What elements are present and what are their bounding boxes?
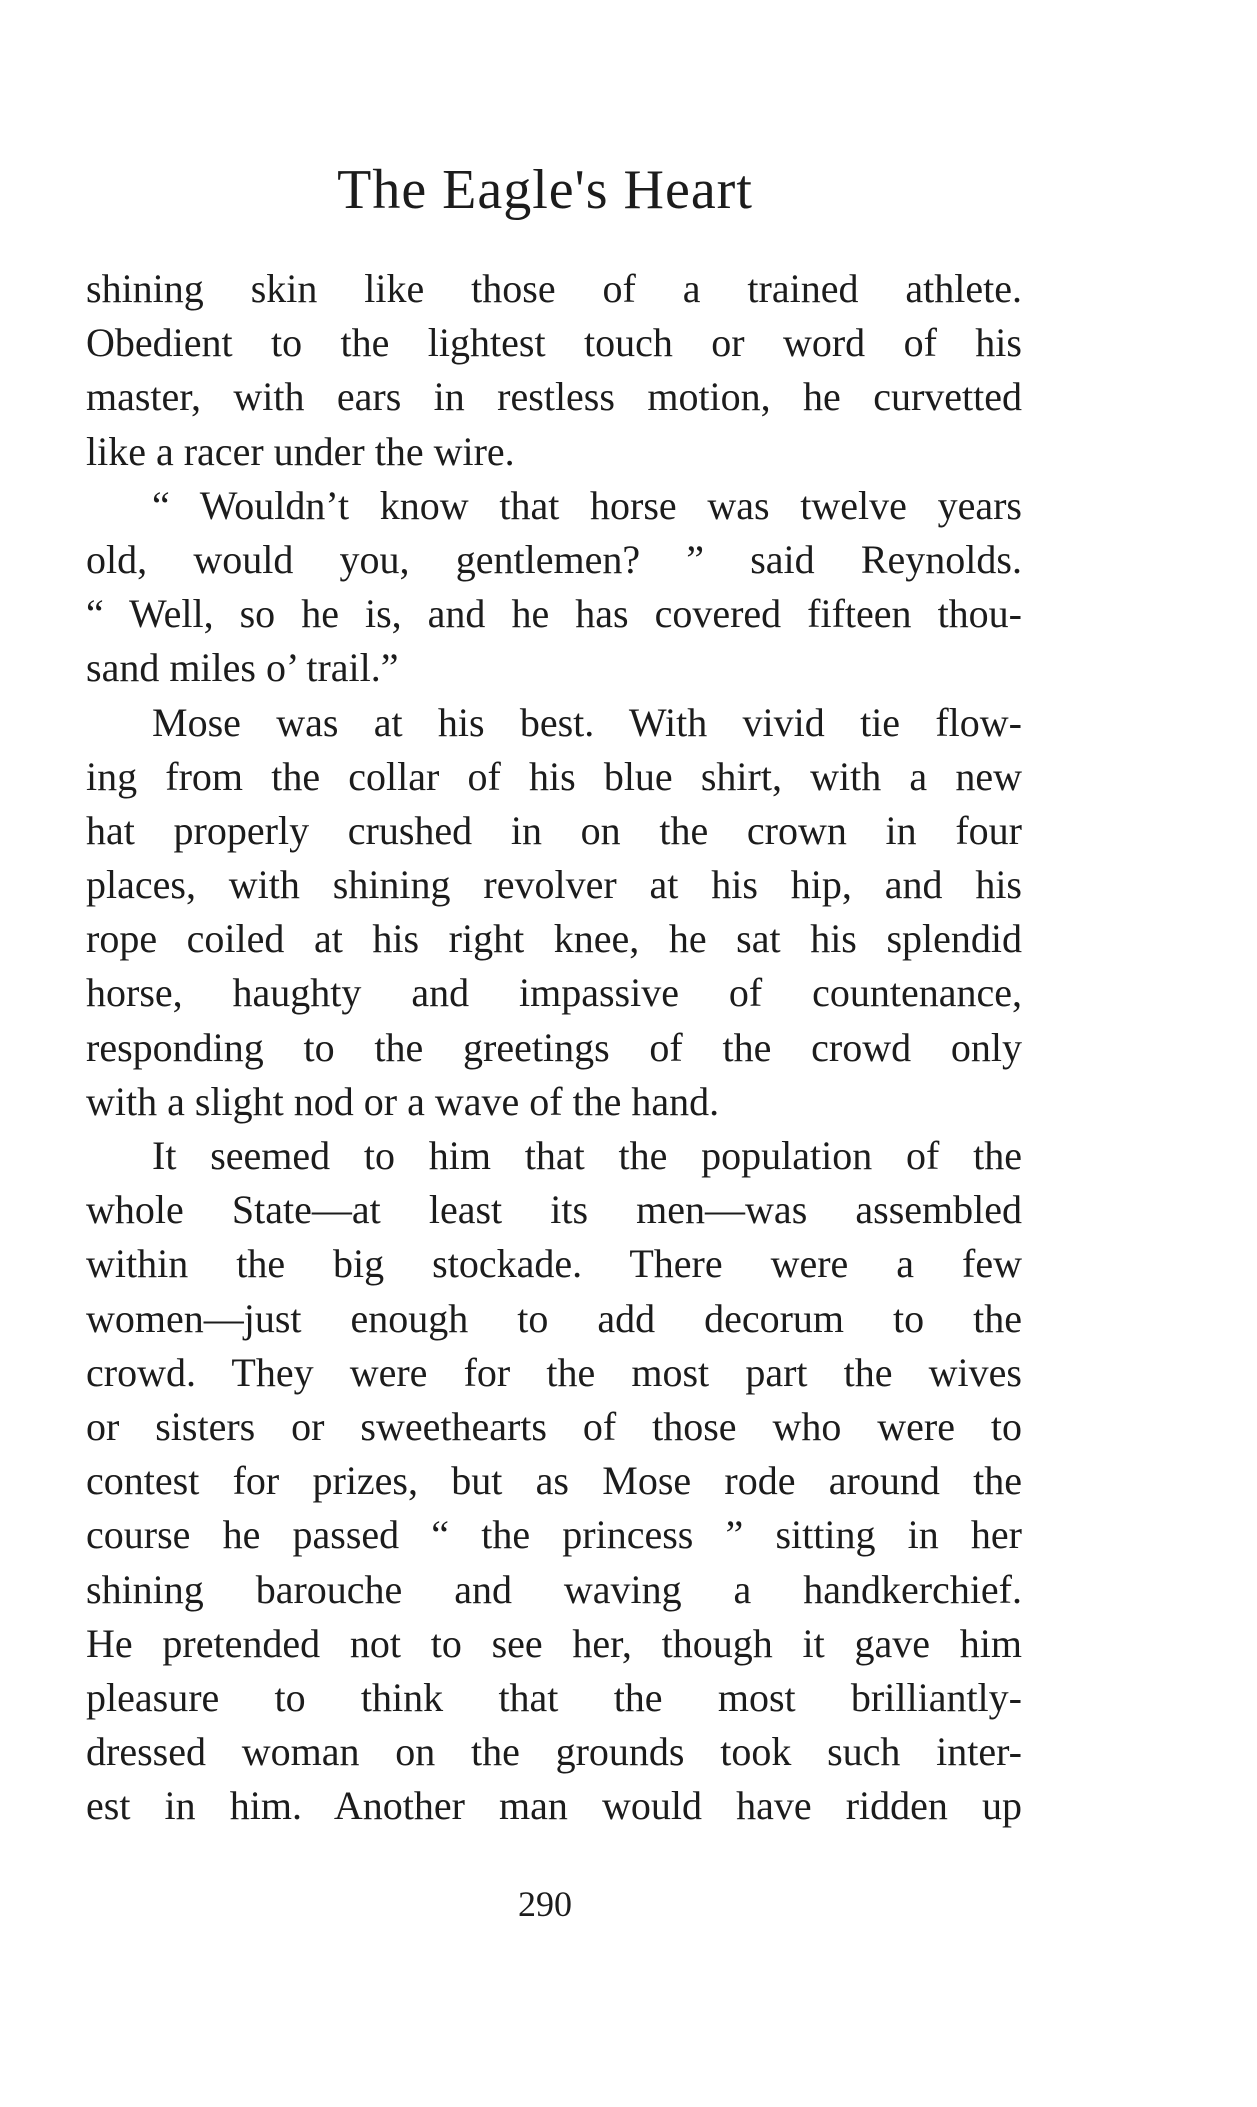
text-line: It seemed to him that the population of the (152, 1133, 1022, 1178)
text-line: “ Wouldn’t know that horse was twelve years (152, 482, 1022, 528)
text-line: dressed woman on the grounds took such inter- (86, 1729, 1022, 1775)
page-number: 290 (518, 1884, 572, 1924)
text-line: old, would you, gentlemen? ” said Reynolds. (86, 536, 1022, 582)
text-line: whole State—at least its men—was assembled (86, 1187, 1022, 1233)
text-line: est in him. Another man would have ridden up (86, 1783, 1022, 1829)
text-line: sand miles o’ trail.” (86, 645, 399, 691)
body-text (86, 262, 1022, 1833)
text-line: hat properly crushed in on the crown in four (86, 807, 1022, 853)
text-line: master, with ears in restless motion, he curvetted (86, 374, 1022, 420)
text-line: Mose was at his best. With vivid tie flow- (152, 699, 1022, 745)
text-line: horse, haughty and impassive of countenance, (86, 970, 1022, 1016)
text-line: shining skin like those of a trained athlete. (86, 266, 1022, 311)
text-line: crowd. They were for the most part the wives (86, 1349, 1022, 1395)
text-line: contest for prizes, but as Mose rode around the (86, 1458, 1022, 1504)
text-line: rope coiled at his right knee, he sat his splendid (86, 916, 1022, 962)
text-line: shining barouche and waving a handkerchief. (86, 1566, 1022, 1612)
text-line: ing from the collar of his blue shirt, with a new (86, 753, 1022, 799)
text-line: with a slight nod or a wave of the hand. (86, 1078, 720, 1124)
text-line: women—just enough to add decorum to the (86, 1295, 1022, 1341)
text-line: responding to the greetings of the crowd only (86, 1024, 1022, 1070)
text-line: or sisters or sweethearts of those who were to (86, 1403, 1022, 1449)
text-line: course he passed “ the princess ” sitting in her (86, 1512, 1022, 1558)
text-line: pleasure to think that the most brilliantly- (86, 1674, 1022, 1720)
text-line: places, with shining revolver at his hip, and his (86, 862, 1022, 908)
text-line: within the big stockade. There were a few (86, 1241, 1022, 1287)
text-line: Obedient to the lightest touch or word of his (86, 320, 1022, 366)
text-line: “ Well, so he is, and he has covered fifteen thou- (86, 591, 1022, 637)
text-line: He pretended not to see her, though it gave him (86, 1620, 1022, 1666)
text-line: like a racer under the wire. (86, 428, 515, 474)
running-head: The Eagle's Heart (337, 159, 753, 221)
